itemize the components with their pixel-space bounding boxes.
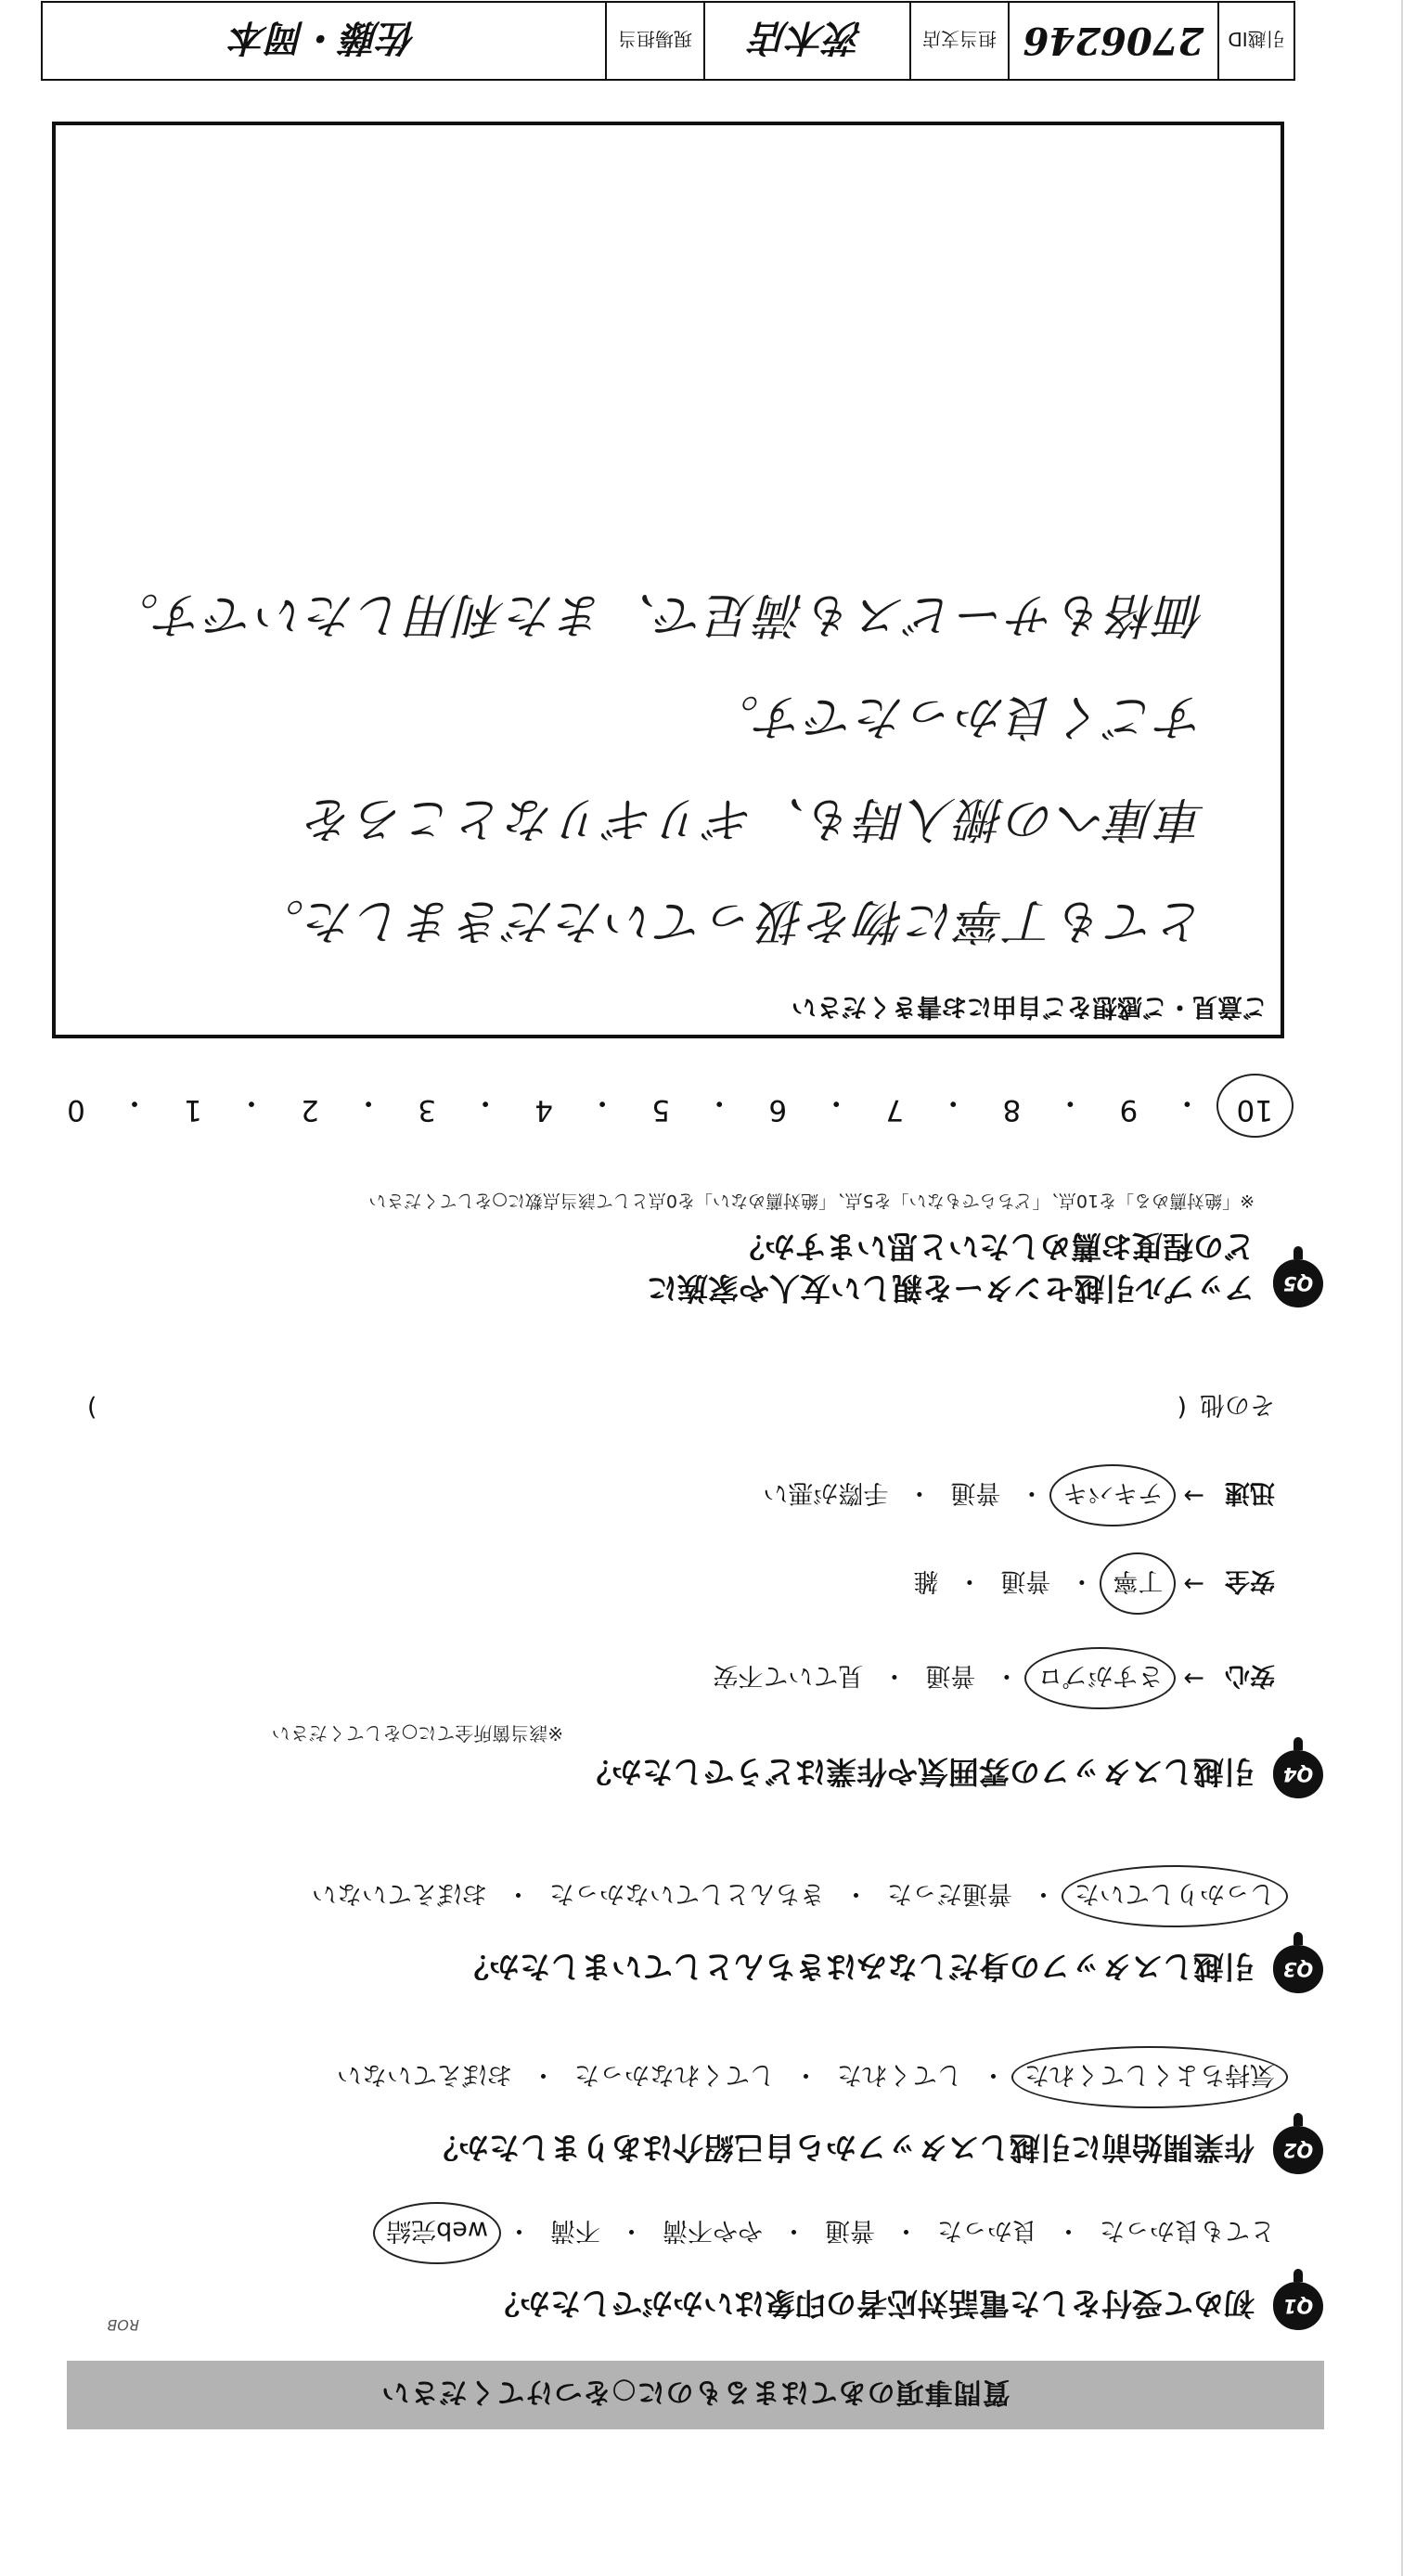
marginal-note: ROB xyxy=(107,2316,139,2334)
branch-value: 茨木店 xyxy=(703,3,909,79)
q3-text: 引越しスタッフの身だしなみはきちんとしていましたか？ xyxy=(458,1949,1255,1985)
q4-anshin-option-selected[interactable]: さすがプロ xyxy=(1037,1660,1163,1696)
q2-badge: Q2 xyxy=(1273,2126,1323,2174)
q1-option[interactable]: とても良かった xyxy=(1100,2216,1275,2245)
q1-option[interactable]: 不満 xyxy=(550,2216,600,2245)
q2-option[interactable]: してくれた xyxy=(837,2060,962,2089)
header-table xyxy=(41,1,1295,81)
q4-anzen-option-selected[interactable]: 丁寧 xyxy=(1113,1565,1163,1602)
instruction-banner: 質問事項のあてはまるものに○をつけてください xyxy=(67,2361,1324,2429)
q5-score[interactable]: 4 xyxy=(534,1093,553,1127)
q2-options: 気持ちよくしてくれた ・ してくれた ・ してくれなかった ・ おぼえていない xyxy=(337,2059,1275,2095)
q5-badge: Q5 xyxy=(1273,1259,1323,1307)
q2-option[interactable]: おぼえていない xyxy=(337,2060,512,2089)
q2-text: 作業開始前に引越しスタッフから自己紹介はありましたか？ xyxy=(428,2130,1255,2166)
q5-score-selected[interactable]: 10 xyxy=(1237,1085,1273,1127)
q1-badge: Q1 xyxy=(1273,2282,1323,2330)
q5-score[interactable]: 8 xyxy=(1002,1093,1022,1127)
q5-score[interactable]: 9 xyxy=(1119,1093,1139,1127)
q4-note: ※該当箇所全てに○をしてください xyxy=(271,1722,563,1745)
comment-line: すごく良かったです。 xyxy=(709,689,1206,744)
q5-text-line1: アップル引越センターを親しい友人や家族に xyxy=(646,1270,1255,1307)
q4-anshin-option[interactable]: 普通 xyxy=(925,1661,976,1690)
q4-jinsoku-option[interactable]: 手際が悪い xyxy=(763,1478,889,1507)
q3-option[interactable]: きちんとしていなかった xyxy=(549,1879,825,1908)
q1-option-selected[interactable]: web完結 xyxy=(386,2215,488,2251)
q4-badge: Q4 xyxy=(1273,1750,1323,1798)
comment-box[interactable] xyxy=(52,122,1284,1038)
q5-scale: 10 ・ 9 ・ 8 ・ 7 ・ 6 ・ 5 ・ 4 ・ 3 ・ 2 ・ 1 ・ 0 xyxy=(67,1086,1273,1127)
q4-jinsoku-option-selected[interactable]: テキパキ xyxy=(1062,1477,1163,1513)
q1-option[interactable]: 普通 xyxy=(825,2216,875,2245)
q3-option-selected[interactable]: しっかりしていた xyxy=(1075,1878,1275,1914)
q3-option[interactable]: 普通だった xyxy=(887,1879,1012,1908)
q4-row-jinsoku: 迅速 → テキパキ ・ 普通 ・ 手際が悪い xyxy=(763,1477,1275,1513)
comment-title: ご意見・ご感想をご自由にお書きください xyxy=(792,992,1268,1021)
q5-score[interactable]: 1 xyxy=(184,1093,202,1127)
q1-option[interactable]: 良かった xyxy=(937,2216,1037,2245)
id-label: 引越ID xyxy=(1217,3,1294,79)
q5-note: ※「絶対薦める」を10点、「どちらでもない」を5点、「絶対薦めない」を0点として該当点数に○をしてください xyxy=(368,1191,1255,1211)
q5-score[interactable]: 5 xyxy=(651,1093,671,1127)
q3-badge: Q3 xyxy=(1273,1945,1323,1993)
q4-anzen-option[interactable]: 雑 xyxy=(913,1566,939,1595)
branch-label: 担当支店 xyxy=(909,3,1008,79)
q5-text-line2: どの程度お薦めしたいと思いますか？ xyxy=(734,1229,1255,1265)
q4-row-label: 安心 xyxy=(1225,1661,1275,1690)
q1-text: 初めて受付をした電話対応者の印象はいかがでしたか？ xyxy=(489,2286,1255,2322)
comment-line: とても丁寧に物を扱っていただきました。 xyxy=(253,893,1206,948)
q1-option[interactable]: やや不満 xyxy=(663,2216,763,2245)
q4-row-label: 安全 xyxy=(1225,1566,1275,1595)
q1-options: とても良かった ・ 良かった ・ 普通 ・ やや不満 ・ 不満 ・ web完結 xyxy=(386,2215,1275,2251)
q4-text: 引越しスタッフの雰囲気や作業はどうでしたか？ xyxy=(581,1754,1255,1790)
q4-anshin-option[interactable]: 見ていて不安 xyxy=(713,1661,864,1690)
staff-label: 現場担当 xyxy=(605,3,703,79)
q4-other-row: その他 ( ) xyxy=(87,1389,1275,1425)
comment-line: 価格もサービスも満足で、また利用したいです。 xyxy=(109,586,1206,642)
q3-options: しっかりしていた ・ 普通だった ・ きちんとしていなかった ・ おぼえていない xyxy=(312,1878,1275,1914)
q4-row-anzen: 安全 → 丁寧 ・ 普通 ・ 雑 xyxy=(913,1565,1275,1602)
q2-option-selected[interactable]: 気持ちよくしてくれた xyxy=(1024,2059,1275,2095)
q5-score[interactable]: 7 xyxy=(885,1093,905,1127)
q5-score[interactable]: 3 xyxy=(418,1093,436,1127)
q2-option[interactable]: してくれなかった xyxy=(574,2060,775,2089)
id-value: 2706246 xyxy=(1008,3,1217,79)
comment-line: 車庫への搬入時も、ギリギリなところを xyxy=(303,791,1206,846)
q4-row-anshin: 安心 → さすがプロ ・ 普通 ・ 見ていて不安 xyxy=(713,1660,1275,1696)
staff-value: 佐藤・岡本 xyxy=(231,16,417,60)
q4-row-label: 迅速 xyxy=(1225,1478,1275,1507)
q5-score[interactable]: 6 xyxy=(768,1093,788,1127)
q5-score[interactable]: 2 xyxy=(301,1093,319,1127)
q4-other-label: その他 xyxy=(1200,1390,1275,1419)
q4-anzen-option[interactable]: 普通 xyxy=(1000,1566,1051,1595)
q3-option[interactable]: おぼえていない xyxy=(312,1879,487,1908)
q5-score[interactable]: 0 xyxy=(67,1093,85,1127)
q4-jinsoku-option[interactable]: 普通 xyxy=(950,1478,1001,1507)
